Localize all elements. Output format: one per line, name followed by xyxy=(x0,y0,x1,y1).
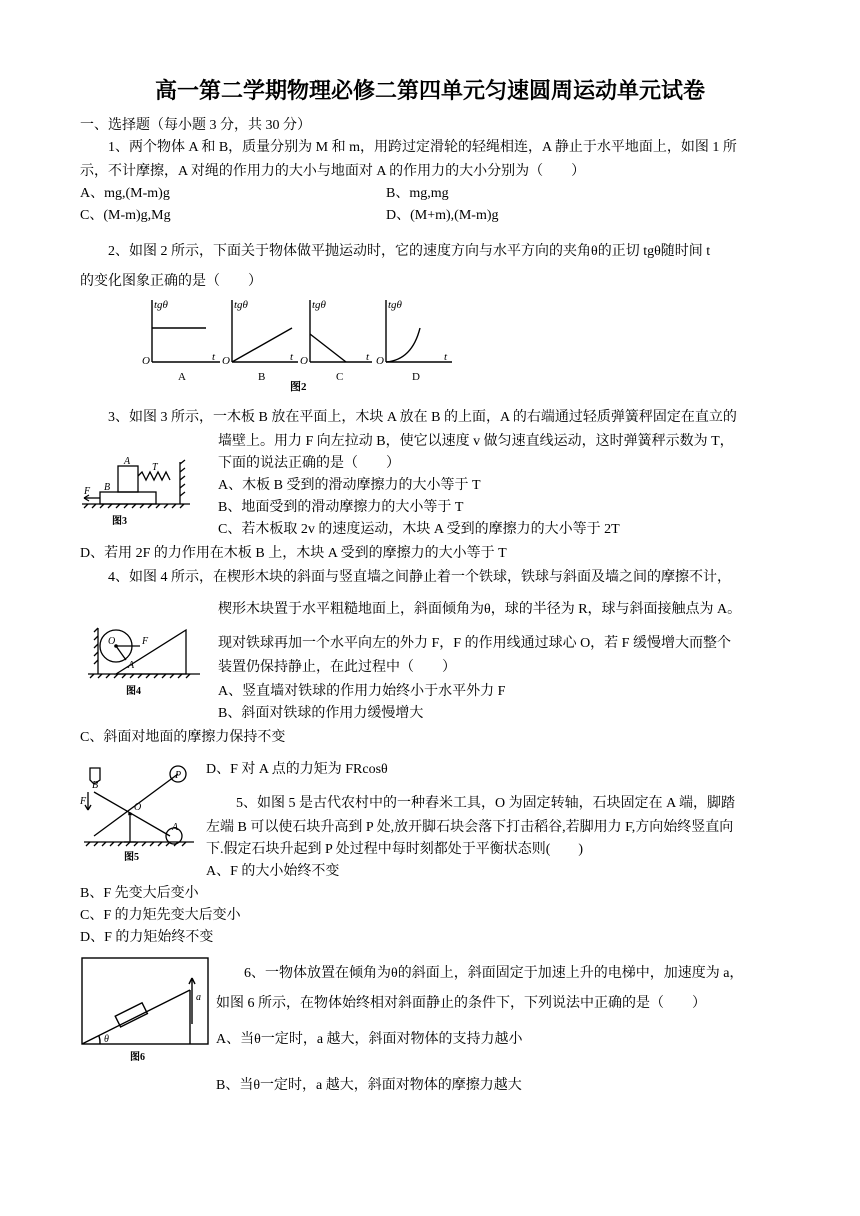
q3-line3: 下面的说法正确的是（ ） xyxy=(218,456,400,471)
q3-option-a: A、木板 B 受到的滑动摩擦力的大小等于 T xyxy=(218,478,481,493)
fig3-caption: 图3 xyxy=(112,516,127,527)
fig2-origin-d: O xyxy=(376,355,384,367)
q6-option-b: B、当θ一定时，a 越大，斜面对物体的摩擦力越大 xyxy=(216,1078,522,1093)
section-heading: 一、选择题（每小题 3 分，共 30 分） xyxy=(80,118,311,133)
q4-line1: 4、如图 4 所示，在楔形木块的斜面与竖直墙之间静止着一个铁球，铁球与斜面及墙之间的摩擦不计， xyxy=(108,570,731,585)
q4-option-c: C、斜面对地面的摩擦力保持不变 xyxy=(80,730,286,745)
q3-line2: 墙壁上。用力 F 向左拉动 B，使它以速度 v 做匀速直线运动，这时弹簧秤示数为 T， xyxy=(218,434,734,449)
fig2-panel-b: B xyxy=(258,371,266,383)
q1-option-a: A、mg,(M-m)g xyxy=(80,186,170,201)
fig5-label-f: F xyxy=(80,796,87,807)
page-title: 高一第二学期物理必修二第四单元匀速圆周运动单元试卷 xyxy=(154,79,705,104)
fig5-label-p: P xyxy=(175,770,182,781)
q3-line1: 3、如图 3 所示，一木板 B 放在平面上，木块 A 放在 B 的上面，A 的右端通过轻质弹簧秤固定在直立的 xyxy=(108,410,737,425)
fig3-label-a: A xyxy=(124,456,131,467)
q4-line3: 现对铁球再加一个水平向左的外力 F，F 的作用线通过球心 O，若 F 缓慢增大而整个 xyxy=(218,636,731,651)
q4-option-b: B、斜面对铁球的作用力缓慢增大 xyxy=(218,706,424,721)
fig2-panel-c: C xyxy=(336,371,344,383)
q2-line2: 的变化图象正确的是（ ） xyxy=(80,274,262,289)
fig2-panel-a: A xyxy=(178,371,186,383)
fig2-axis-y-d: tgθ xyxy=(388,299,402,311)
fig2-axis-x-a: t xyxy=(212,351,216,363)
q6-line2: 如图 6 所示，在物体始终相对斜面静止的条件下，下列说法中正确的是（ ） xyxy=(216,996,706,1011)
q3-option-d: D、若用 2F 的力作用在木板 B 上，木块 A 受到的摩擦力的大小等于 T xyxy=(80,546,507,561)
q5-option-d: D、F 的力矩始终不变 xyxy=(80,930,214,945)
fig3-label-t: T xyxy=(152,462,158,473)
q4-line2: 楔形木块置于水平粗糙地面上，斜面倾角为θ，球的半径为 R，球与斜面接触点为 A。 xyxy=(218,602,742,617)
fig5-label-b: B xyxy=(92,780,99,791)
figure-2 xyxy=(140,294,460,394)
q1-option-d: D、(M+m),(M-m)g xyxy=(386,208,499,223)
q4-option-d: D、F 对 A 点的力矩为 FRcosθ xyxy=(206,762,388,777)
figure-6 xyxy=(78,954,212,1066)
q5-option-c: C、F 的力矩先变大后变小 xyxy=(80,908,241,923)
q5-option-b: B、F 先变大后变小 xyxy=(80,886,199,901)
fig4-caption: 图4 xyxy=(126,686,141,697)
fig2-axis-x-d: t xyxy=(444,351,448,363)
q1-option-c: C、(M-m)g,Mg xyxy=(80,208,171,223)
q5-line3: 下.假定石块升起到 P 处过程中每时刻都处于平衡状态则( ) xyxy=(206,842,584,857)
q4-option-a: A、竖直墙对铁球的作用力始终小于水平外力 F xyxy=(218,684,506,699)
q5-line1: 5、如图 5 是古代农村中的一种舂米工具，O 为固定转轴，石块固定在 A 端，脚踏 xyxy=(236,796,735,811)
fig5-caption: 图5 xyxy=(124,852,139,863)
q5-option-a: A、F 的大小始终不变 xyxy=(206,864,340,879)
fig2-panel-d: D xyxy=(412,371,420,383)
q1-line2: 示，不计摩擦，A 对绳的作用力的大小与地面对 A 的作用力的大小分别为（ ） xyxy=(80,164,586,179)
figure-2-labels xyxy=(142,299,448,393)
fig2-origin-b: O xyxy=(222,355,230,367)
fig2-axis-y-c: tgθ xyxy=(312,299,326,311)
figure-4 xyxy=(86,620,206,700)
fig5-label-o: O xyxy=(134,802,142,813)
fig4-label-a: A xyxy=(128,660,135,671)
q1-option-b: B、mg,mg xyxy=(386,186,449,201)
fig2-caption: 图2 xyxy=(290,381,307,393)
fig2-axis-y-b: tgθ xyxy=(234,299,248,311)
q6-line1: 6、一物体放置在倾角为θ的斜面上，斜面固定于加速上升的电梯中，加速度为 a， xyxy=(244,966,744,981)
figure-3 xyxy=(78,452,198,528)
q5-line2: 左端 B 可以使石块升高到 P 处,放开脚石块会落下打击稻谷,若脚用力 F,方向始终竖直向 xyxy=(206,820,734,835)
fig3-label-f: F xyxy=(84,486,91,497)
fig2-origin-a: O xyxy=(142,355,150,367)
fig2-axis-x-b: t xyxy=(290,351,294,363)
fig2-axis-x-c: t xyxy=(366,351,370,363)
fig4-label-f: F xyxy=(142,636,149,647)
fig3-label-b: B xyxy=(104,482,111,493)
fig6-label-theta: θ xyxy=(104,1034,109,1045)
q3-option-c: C、若木板取 2v 的速度运动，木块 A 受到的摩擦力的大小等于 2T xyxy=(218,522,620,537)
q3-option-b: B、地面受到的滑动摩擦力的大小等于 T xyxy=(218,500,464,515)
fig2-origin-c: O xyxy=(300,355,308,367)
q4-line4: 装置仍保持静止，在此过程中（ ） xyxy=(218,660,456,675)
fig6-caption: 图6 xyxy=(130,1052,145,1063)
fig4-label-o: O xyxy=(108,636,116,647)
q1-line1: 1、两个物体 A 和 B，质量分别为 M 和 m，用跨过定滑轮的轻绳相连，A 静止于水平地面上，如图 1 所 xyxy=(108,140,737,155)
q6-option-a: A、当θ一定时，a 越大，斜面对物体的支持力越小 xyxy=(216,1032,523,1047)
fig2-axis-y-a: tgθ xyxy=(154,299,168,311)
fig6-label-a: a xyxy=(196,992,201,1003)
fig5-label-a: A xyxy=(172,822,179,833)
figure-5 xyxy=(78,756,202,864)
q2-line1: 2、如图 2 所示，下面关于物体做平抛运动时，它的速度方向与水平方向的夹角θ的正切 tgθ随时间 t xyxy=(108,244,711,259)
